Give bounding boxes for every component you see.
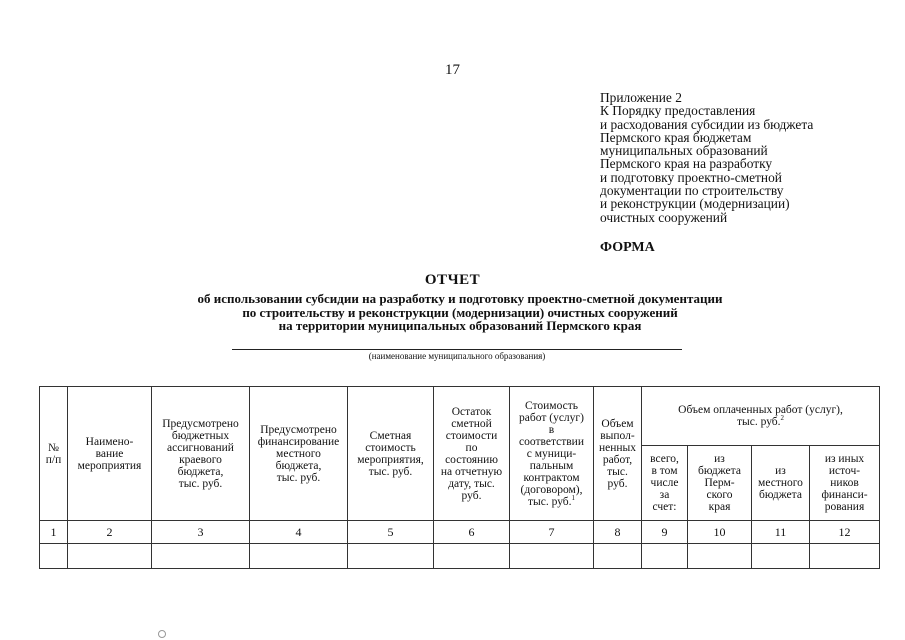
column-number-cell: 11 [752, 521, 810, 544]
municipality-name-line [232, 349, 682, 350]
column-number-cell: 4 [250, 521, 348, 544]
header-col-contract-cost [510, 387, 594, 521]
empty-cell [348, 544, 434, 569]
footnote-1-mark: 1 [571, 493, 576, 502]
paid-works-label: Объем оплаченных работ (услуг), тыс. руб. [678, 404, 843, 428]
column-number-cell: 7 [510, 521, 594, 544]
column-number-cell: 9 [642, 521, 688, 544]
appendix-line: К Порядку предоставления [600, 103, 756, 119]
column-number-cell: 3 [152, 521, 250, 544]
column-number-cell: 5 [348, 521, 434, 544]
column-number-cell: 2 [68, 521, 152, 544]
empty-cell [152, 544, 250, 569]
appendix-line: очистных сооружений [600, 209, 728, 225]
municipality-caption: (наименование муниципального образования) [368, 351, 546, 361]
empty-cell [40, 544, 68, 569]
header-col-local-financing: Предусмотрено финансирование местного бюджета, тыс. руб. [250, 387, 348, 521]
appendix-line: Пермского края на разработку [600, 156, 773, 172]
report-subtitle-line: по строительству и реконструкции (модернизации) очистных сооружений [242, 304, 678, 320]
column-number-cell: 8 [594, 521, 642, 544]
empty-data-row [40, 544, 880, 569]
empty-cell [752, 544, 810, 569]
column-number-cell: 10 [688, 521, 752, 544]
header-col-paid-regional: из бюджета Перм- ского края [688, 446, 752, 521]
report-table [39, 386, 880, 569]
empty-cell [434, 544, 510, 569]
column-number-cell: 12 [810, 521, 880, 544]
appendix-line: документации по строительству [600, 183, 784, 199]
header-col-number: № п/п [40, 387, 68, 521]
header-col-paid-other: из иных источ- ников финанси- рования [810, 446, 880, 521]
empty-cell [810, 544, 880, 569]
header-col-estimate-remainder: Остаток сметной стоимости по состоянию на отчетную дату, тыс. руб. [434, 387, 510, 521]
empty-cell [250, 544, 348, 569]
column-number-row [40, 521, 880, 544]
empty-cell [642, 544, 688, 569]
header-paid-works-group [642, 387, 880, 446]
footnote-2-mark: 2 [780, 414, 785, 423]
appendix-line: и реконструкции (модернизации) [600, 196, 790, 212]
header-col-paid-local: из местного бюджета [752, 446, 810, 521]
empty-cell [688, 544, 752, 569]
appendix-line: Приложение 2 [600, 90, 682, 105]
header-col-work-volume: Объем выпол- ненных работ, тыс. руб. [594, 387, 642, 521]
column-number-cell: 1 [40, 521, 68, 544]
appendix-line: и расходования субсидии из бюджета [600, 116, 814, 132]
empty-cell [68, 544, 152, 569]
report-subtitle-line: на территории муниципальных образований Пермского края [278, 318, 642, 333]
column-number-cell: 6 [434, 521, 510, 544]
header-col-name: Наимено- вание мероприятия [68, 387, 152, 521]
report-title: ОТЧЕТ [424, 272, 481, 288]
empty-cell [510, 544, 594, 569]
report-subtitle-line: об использовании субсидии на разработку и подготовку проектно-сметной документации [197, 291, 723, 306]
header-col-paid-total: всего, в том числе за счет: [642, 446, 688, 521]
report-subtitle [60, 292, 860, 333]
header-col-estimate-cost: Сметная стоимость мероприятия, тыс. руб. [348, 387, 434, 521]
appendix-line: и подготовку проектно-сметной [600, 169, 782, 185]
empty-cell [594, 544, 642, 569]
scan-artifact-mark [158, 630, 166, 638]
form-label: ФОРМА [600, 240, 655, 255]
appendix-line: Пермского края бюджетам [600, 129, 752, 145]
page-number: 17 [445, 62, 460, 78]
appendix-block [600, 91, 813, 224]
appendix-line: муниципальных образований [600, 143, 768, 159]
header-col-regional-allocation: Предусмотрено бюджетных ассигнований краевого бюджета, тыс. руб. [152, 387, 250, 521]
contract-cost-label: Стоимость работ (услуг) в соответствии с муници- пальным контрактом (договором), тыс. руб. [519, 399, 584, 508]
